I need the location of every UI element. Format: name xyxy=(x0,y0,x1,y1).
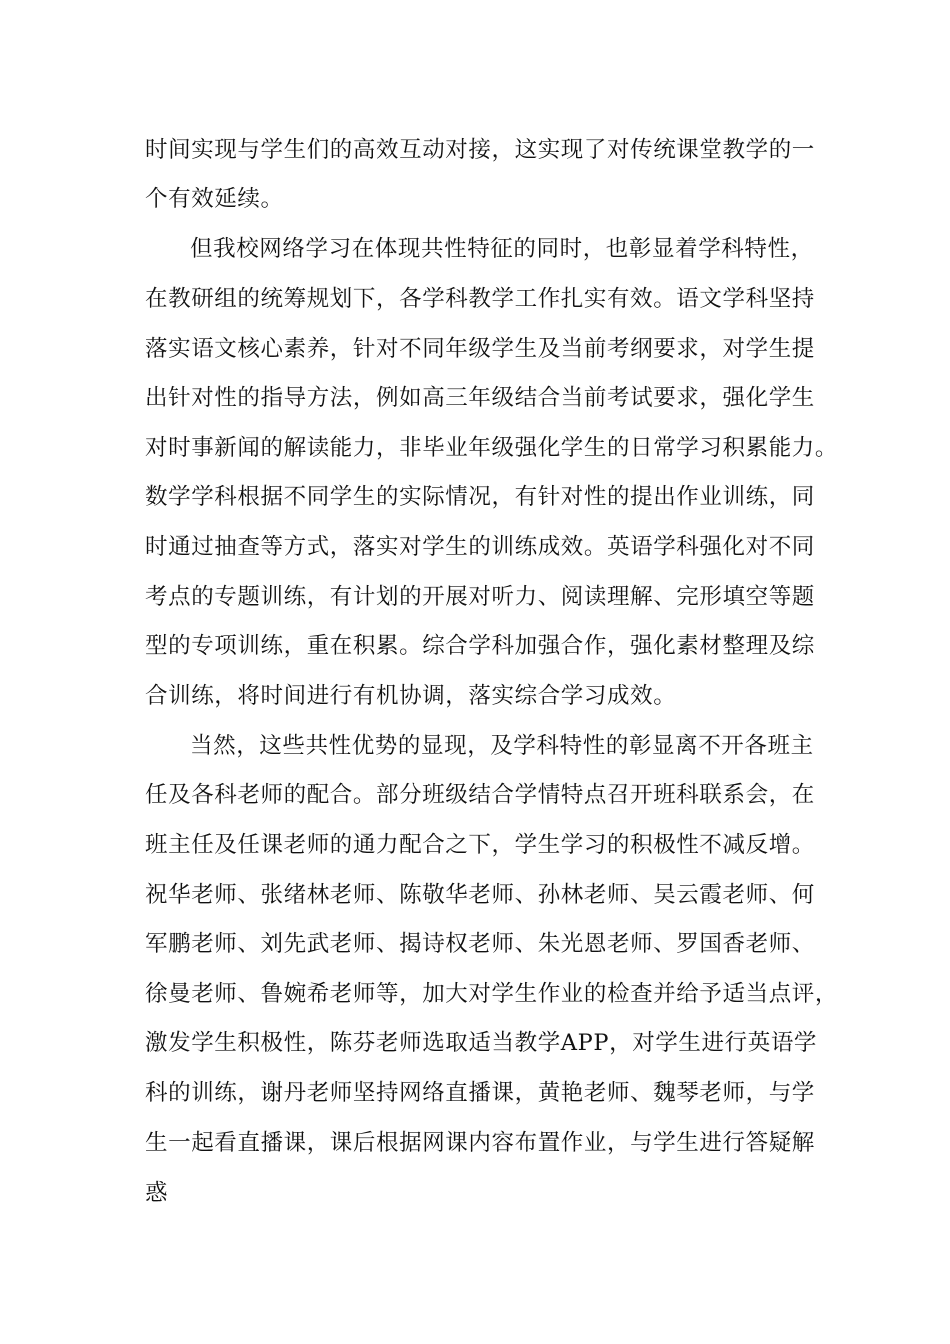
text-line: 时间实现与学生们的高效互动对接，这实现了对传统课堂教学的一 xyxy=(145,137,815,163)
text-line: 祝华老师、张绪林老师、陈敬华老师、孙林老师、吴云霞老师、何 xyxy=(145,882,815,908)
text-line: 出针对性的指导方法，例如高三年级结合当前考试要求，强化学生 xyxy=(145,385,815,411)
text-line: 军鹏老师、刘先武老师、揭诗权老师、朱光恩老师、罗国香老师、 xyxy=(145,931,815,957)
text-line: 合训练，将时间进行有机协调，落实综合学习成效。 xyxy=(145,683,677,709)
text-line: 班主任及任课老师的通力配合之下，学生学习的积极性不减反增。 xyxy=(145,832,815,858)
text-line: 惑 xyxy=(145,1180,169,1206)
text-line: 数学学科根据不同学生的实际情况，有针对性的提出作业训练，同 xyxy=(145,484,815,510)
text-line: 徐曼老师、鲁婉希老师等，加大对学生作业的检查并给予适当点评， xyxy=(145,981,839,1007)
text-line: 在教研组的统筹规划下，各学科教学工作扎实有效。语文学科坚持 xyxy=(145,286,815,312)
paragraph-start-line: 当然，这些共性优势的显现，及学科特性的彰显离不开各班主 xyxy=(190,733,814,759)
text-line: 落实语文核心素养，针对不同年级学生及当前考纲要求，对学生提 xyxy=(145,336,815,362)
text-line: 型的专项训练，重在积累。综合学科加强合作，强化素材整理及综 xyxy=(145,633,815,659)
text-line: 考点的专题训练，有计划的开展对听力、阅读理解、完形填空等题 xyxy=(145,584,815,610)
text-line: 个有效延续。 xyxy=(145,186,284,212)
text-line: 任及各科老师的配合。部分班级结合学情特点召开班科联系会，在 xyxy=(145,782,815,808)
text-line: 时通过抽查等方式，落实对学生的训练成效。英语学科强化对不同 xyxy=(145,534,815,560)
text-line: 科的训练，谢丹老师坚持网络直播课，黄艳老师、魏琴老师，与学 xyxy=(145,1080,815,1106)
text-line: 激发学生积极性，陈芬老师选取适当教学APP，对学生进行英语学 xyxy=(145,1030,818,1056)
text-line: 对时事新闻的解读能力，非毕业年级强化学生的日常学习积累能力。 xyxy=(145,435,839,461)
text-line: 生一起看直播课，课后根据网课内容布置作业，与学生进行答疑解 xyxy=(145,1130,815,1156)
paragraph-start-line: 但我校网络学习在体现共性特征的同时，也彰显着学科特性， xyxy=(190,236,814,262)
